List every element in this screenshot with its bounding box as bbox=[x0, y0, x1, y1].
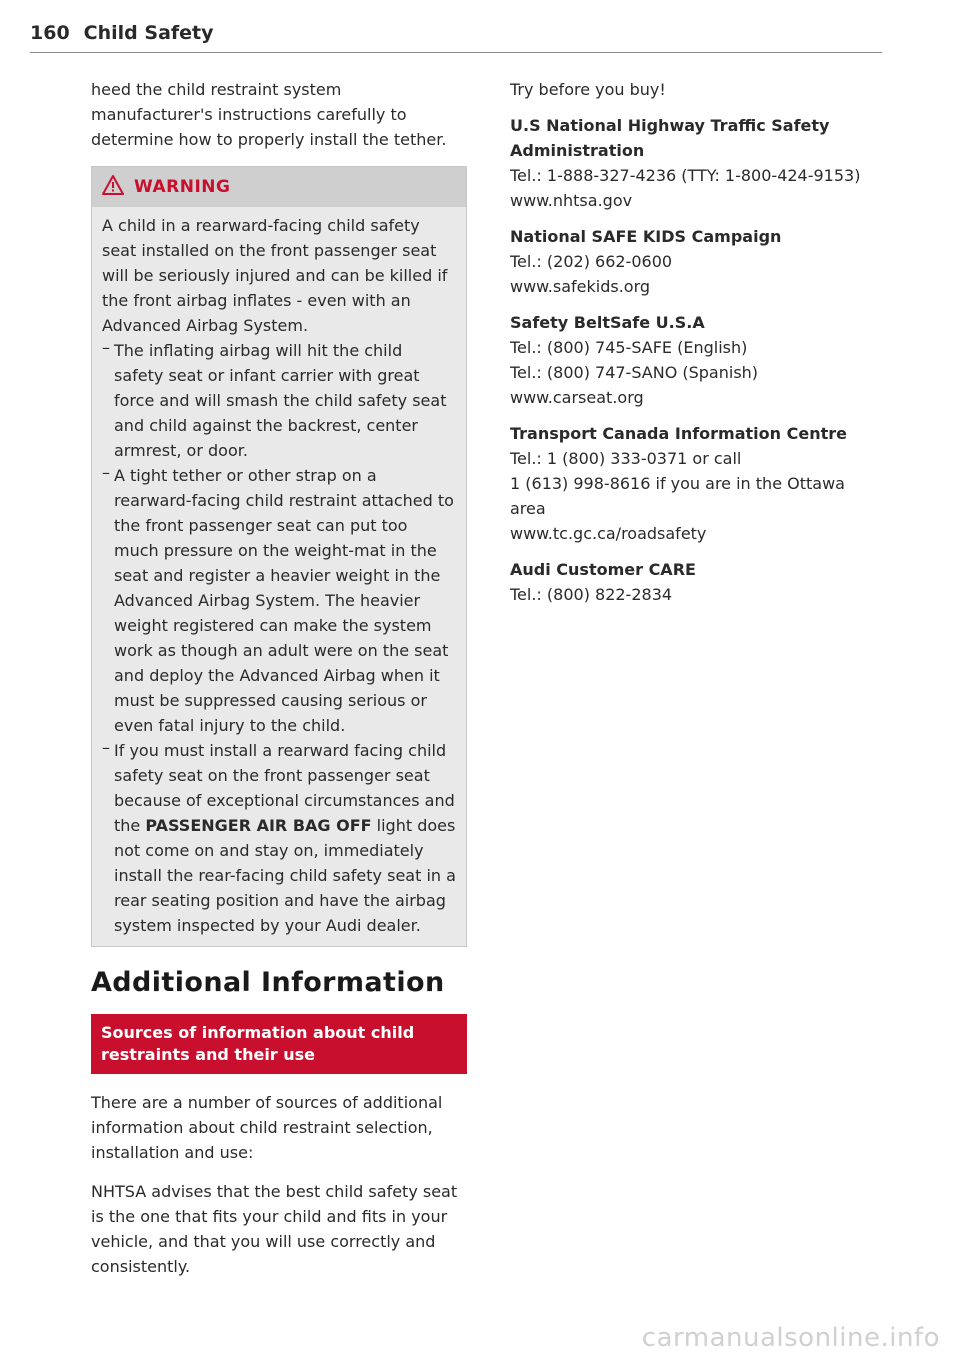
warning-bullet: – The inflating airbag will hit the child safety seat or infant carrier with great force and will smash the child safety seat and child against the backrest, center armrest, or door. bbox=[102, 338, 456, 463]
source-line: Tel.: 1-888-327-4236 (TTY: 1-800-424-9153) bbox=[510, 166, 861, 185]
try-before-buy: Try before you buy! bbox=[510, 80, 666, 99]
warning-bullet: – If you must install a rearward facing child safety seat on the front passenger seat because of exceptional circumstances and the PASSENGER AIR BAG OFF light does not come on and stay on, immediately install the rear-facing child safety seat in a rear seating position and have the airbag system inspected by your Audi dealer. bbox=[102, 738, 456, 938]
warning-box bbox=[91, 166, 467, 947]
source-line: www.nhtsa.gov bbox=[510, 191, 633, 210]
site-watermark: carmanualsonline.info bbox=[641, 1323, 940, 1353]
source-line: Tel.: (800) 747-SANO (Spanish) bbox=[510, 363, 759, 382]
additional-information-heading: Additional Information bbox=[91, 967, 445, 998]
source-name: Audi Customer CARE bbox=[510, 560, 696, 579]
source-name: Safety BeltSafe U.S.A bbox=[510, 313, 705, 332]
warning-body bbox=[92, 207, 466, 946]
warning-bullet-text: The inflating airbag will hit the child safety seat or infant carrier with great force and will smash the child safety seat and child against the backrest, center armrest, or door. bbox=[114, 341, 447, 460]
source-entry bbox=[510, 113, 880, 213]
source-entry bbox=[510, 421, 880, 546]
left-column bbox=[91, 77, 467, 1279]
source-line: Tel.: (800) 745-SAFE (English) bbox=[510, 338, 748, 357]
warning-lead: A child in a rearward-facing child safety seat installed on the front passenger seat will be seriously injured and can be killed if the front airbag inflates - even with an Advanced Airbag System. bbox=[102, 216, 448, 335]
source-line: Tel.: 1 (800) 333-0371 or call bbox=[510, 449, 742, 468]
source-name: National SAFE KIDS Campaign bbox=[510, 227, 782, 246]
warning-header bbox=[92, 167, 466, 207]
source-entry bbox=[510, 224, 880, 299]
source-line: www.carseat.org bbox=[510, 388, 644, 407]
warning-triangle-icon bbox=[102, 175, 124, 199]
source-name: Transport Canada Information Centre bbox=[510, 424, 847, 443]
sources-intro-paragraph: There are a number of sources of additional information about child restraint selection, installation and use: bbox=[91, 1093, 443, 1162]
source-entry bbox=[510, 557, 880, 607]
passenger-airbag-off-label: PASSENGER AIR BAG OFF bbox=[145, 816, 372, 835]
warning-bullet-text: A tight tether or other strap on a rearward-facing child restraint attached to the front passenger seat can put too much pressure on the weight-mat in the seat and register a heavier weight in the Advanced Airbag System. The heavier weight registered can make the system work as though an adult were on the seat and deploy the Advanced Airbag when it must be suppressed causing serious or even fatal injury to the child. bbox=[114, 466, 454, 735]
source-line: Tel.: (800) 822-2834 bbox=[510, 585, 673, 604]
warning-title: WARNING bbox=[134, 177, 231, 197]
source-line: 1 (613) 998-8616 if you are in the Ottawa area bbox=[510, 474, 845, 518]
page-header bbox=[30, 22, 882, 53]
intro-paragraph: heed the child restraint system manufacturer's instructions carefully to determine how to properly install the tether. bbox=[91, 80, 447, 149]
source-line: Tel.: (202) 662-0600 bbox=[510, 252, 673, 271]
source-entry bbox=[510, 310, 880, 410]
source-line: www.safekids.org bbox=[510, 277, 651, 296]
source-name: U.S National Highway Traffic Safety Administration bbox=[510, 116, 830, 160]
sources-banner: Sources of information about child restraints and their use bbox=[91, 1014, 467, 1074]
warning-bullet: – A tight tether or other strap on a rearward-facing child restraint attached to the front passenger seat can put too much pressure on the weight-mat in the seat and register a heavier weight in the Advanced Airbag System. The heavier weight registered can make the system work as though an adult were on the seat and deploy the Advanced Airbag when it must be suppressed causing serious or even fatal injury to the child. bbox=[102, 463, 456, 738]
source-line: www.tc.gc.ca/roadsafety bbox=[510, 524, 707, 543]
section-title: Child Safety bbox=[83, 22, 214, 44]
page-number: 160 bbox=[30, 22, 70, 44]
right-column bbox=[510, 77, 880, 607]
warning-bullet-text: If you must install a rearward facing child safety seat on the front passenger seat because of exceptional circumstances and the PASSENGER AIR BAG OFF light does not come on and stay on, immediately install the rear-facing child safety seat in a rear seating position and have the airbag system inspected by your Audi dealer. bbox=[114, 741, 456, 935]
nhtsa-advice-paragraph: NHTSA advises that the best child safety seat is the one that fits your child and fits in your vehicle, and that you will use correctly and consistently. bbox=[91, 1182, 458, 1276]
